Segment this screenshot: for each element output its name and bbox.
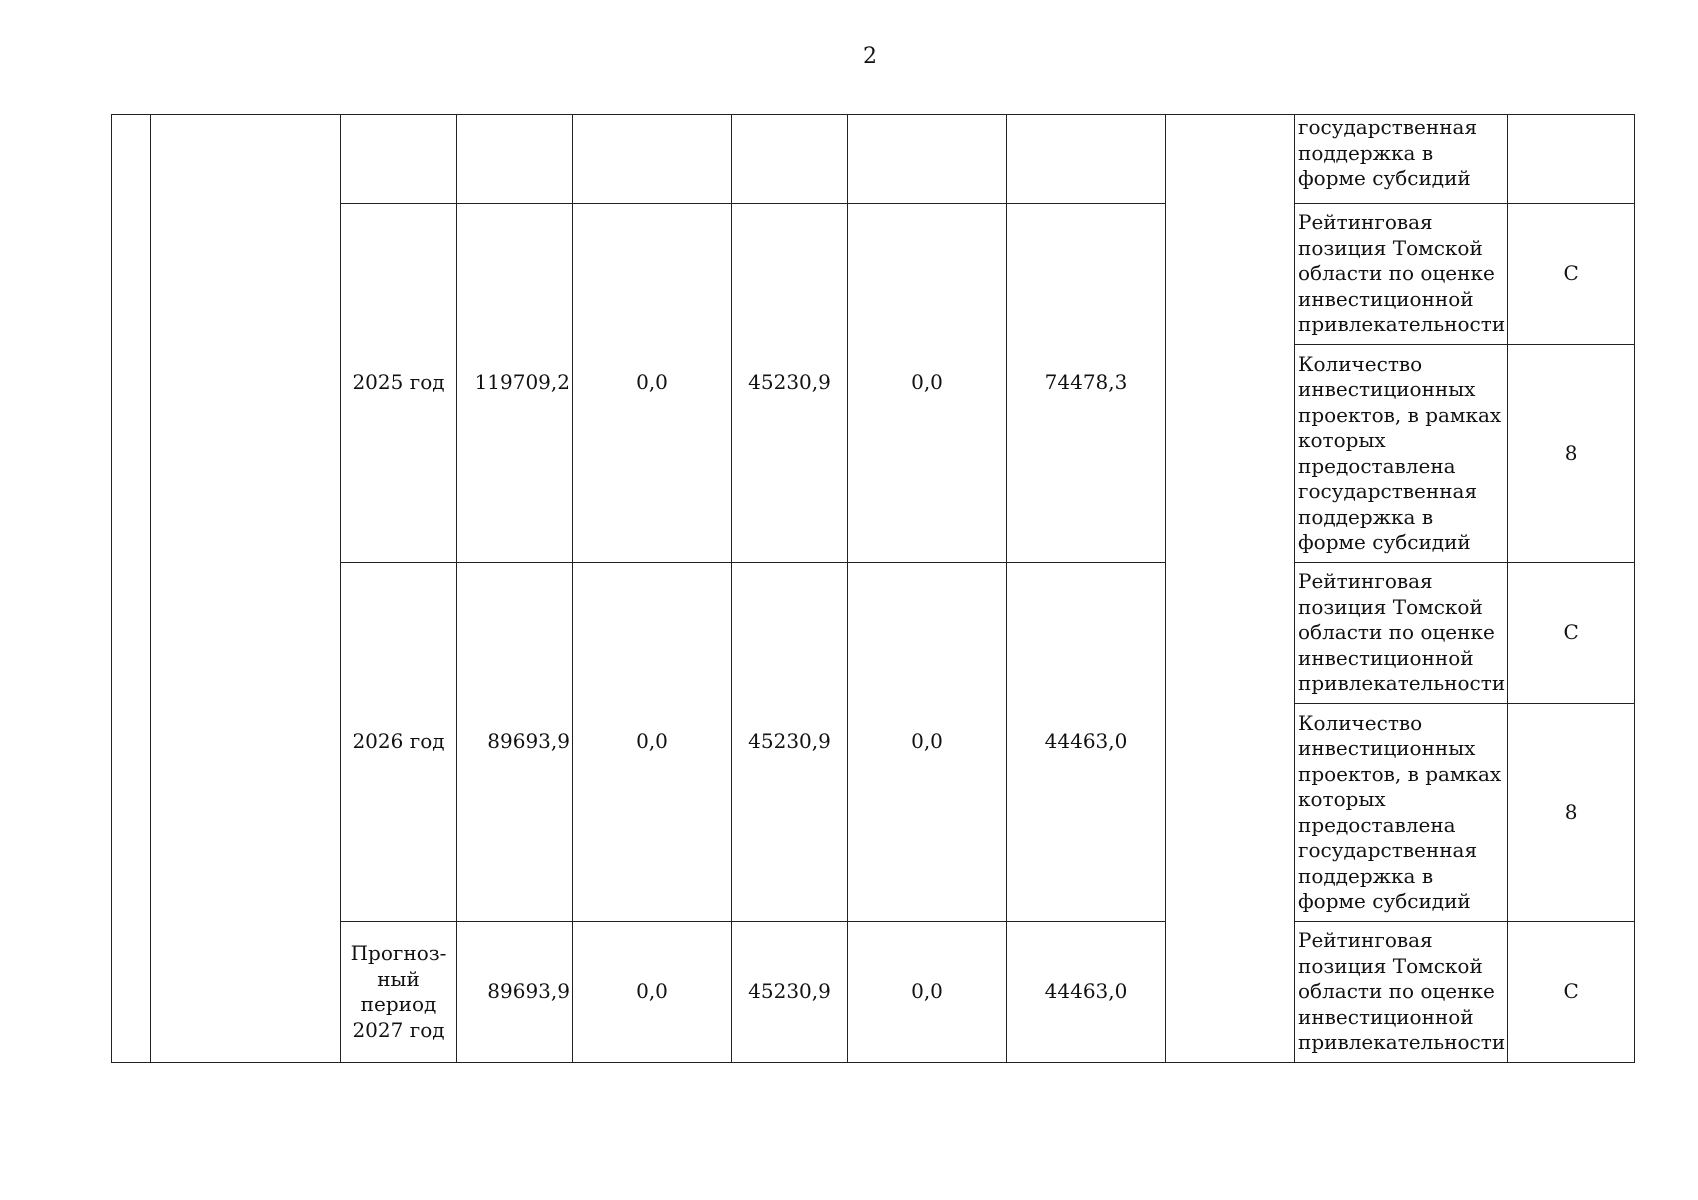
regional-cell xyxy=(732,115,848,204)
federal-cell: 0,0 xyxy=(573,922,732,1063)
indicator-name: Количество инвестиционных проектов, в рамках которых предоставлена государственная поддержка в форме субсидий xyxy=(1295,345,1508,563)
total-cell: 89693,9 xyxy=(457,922,573,1063)
index-cell xyxy=(112,115,151,1063)
local-cell: 0,0 xyxy=(848,922,1007,1063)
indicator-name: Рейтинговая позиция Томской области по оценке инвестиционной привлекательности xyxy=(1295,922,1508,1063)
year-line: 2027 год xyxy=(352,1017,445,1042)
financing-table xyxy=(111,114,1635,1063)
name-cell xyxy=(151,115,341,1063)
indicator-value xyxy=(1508,115,1635,204)
offbudget-cell: 74478,3 xyxy=(1007,204,1166,563)
year-cell: 2026 год xyxy=(341,563,457,922)
indicator-value: 8 xyxy=(1508,345,1635,563)
total-cell: 119709,2 xyxy=(457,204,573,563)
local-cell: 0,0 xyxy=(848,204,1007,563)
federal-cell: 0,0 xyxy=(573,204,732,563)
executor-cell xyxy=(1166,115,1295,1063)
table-row xyxy=(112,922,1635,1063)
indicator-name: Рейтинговая позиция Томской области по оценке инвестиционной привлекательности xyxy=(1295,563,1508,704)
federal-cell: 0,0 xyxy=(573,563,732,922)
regional-cell: 45230,9 xyxy=(732,204,848,563)
regional-cell: 45230,9 xyxy=(732,563,848,922)
federal-cell xyxy=(573,115,732,204)
indicator-name: Количество инвестиционных проектов, в рамках которых предоставлена государственная поддержка в форме субсидий xyxy=(1295,704,1508,922)
table-row xyxy=(112,563,1635,704)
page-number: 2 xyxy=(863,44,877,69)
year-cell xyxy=(341,922,457,1063)
indicator-name: государственная поддержка в форме субсидий xyxy=(1295,115,1508,204)
year-line: Прогноз- xyxy=(350,941,447,965)
year-cell xyxy=(341,115,457,204)
indicator-value: С xyxy=(1508,563,1635,704)
total-cell: 89693,9 xyxy=(457,563,573,922)
indicator-value: С xyxy=(1508,204,1635,345)
indicator-value: С xyxy=(1508,922,1635,1063)
offbudget-cell xyxy=(1007,115,1166,204)
year-cell: 2025 год xyxy=(341,204,457,563)
regional-cell: 45230,9 xyxy=(732,922,848,1063)
offbudget-cell: 44463,0 xyxy=(1007,922,1166,1063)
year-line: период xyxy=(360,992,437,1016)
local-cell: 0,0 xyxy=(848,563,1007,922)
table-row xyxy=(112,204,1635,345)
indicator-name: Рейтинговая позиция Томской области по оценке инвестиционной привлекательности xyxy=(1295,204,1508,345)
year-line: ный xyxy=(377,966,420,991)
local-cell xyxy=(848,115,1007,204)
table-row xyxy=(112,115,1635,204)
offbudget-cell: 44463,0 xyxy=(1007,563,1166,922)
indicator-value: 8 xyxy=(1508,704,1635,922)
total-cell xyxy=(457,115,573,204)
